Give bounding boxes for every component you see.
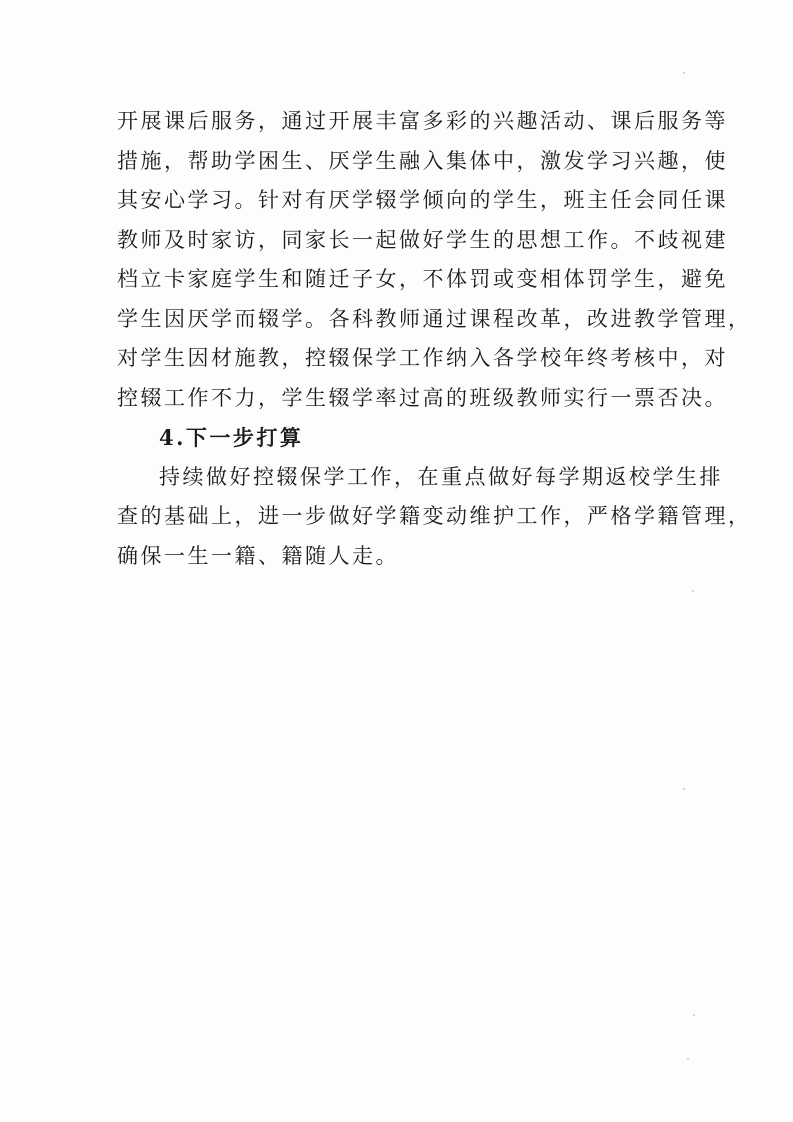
scan-speck xyxy=(693,1014,695,1016)
text-line: 持续做好控辍保学工作，在重点做好每学期返校学生排 xyxy=(159,464,723,489)
text-line: 开展课后服务，通过开展丰富多彩的兴趣活动、课后服务等 xyxy=(117,109,728,133)
document-body xyxy=(117,102,752,576)
text-line: 档立卡家庭学生和随迁子女，不体罚或变相体罚学生，避免 xyxy=(117,267,728,291)
text-line: 学生因厌学而辍学。各科教师通过课程改革，改进教学管理， xyxy=(117,306,752,331)
section-heading: 4.下一步打算 xyxy=(159,425,304,450)
scan-speck xyxy=(687,1058,689,1060)
text-line: 控辍工作不力，学生辍学率过高的班级教师实行一票否决。 xyxy=(117,385,728,410)
text-line: 其安心学习。针对有厌学辍学倾向的学生，班主任会同任课 xyxy=(117,188,728,212)
text-line: 措施，帮助学困生、厌学生融入集体中，激发学习兴趣，使 xyxy=(117,148,728,173)
text-line: 对学生因材施教，控辍保学工作纳入各学校年终考核中，对 xyxy=(117,346,728,370)
paragraph-1 xyxy=(117,102,752,418)
paragraph-2 xyxy=(117,458,752,577)
text-line: 确保一生一籍、籍随人走。 xyxy=(117,543,399,568)
scan-speck xyxy=(683,72,685,74)
scan-speck xyxy=(692,590,694,592)
text-line: 教师及时家访，同家长一起做好学生的思想工作。不歧视建 xyxy=(117,227,728,252)
text-line: 查的基础上，进一步做好学籍变动维护工作，严格学籍管理， xyxy=(117,504,752,528)
scan-speck xyxy=(683,788,685,790)
